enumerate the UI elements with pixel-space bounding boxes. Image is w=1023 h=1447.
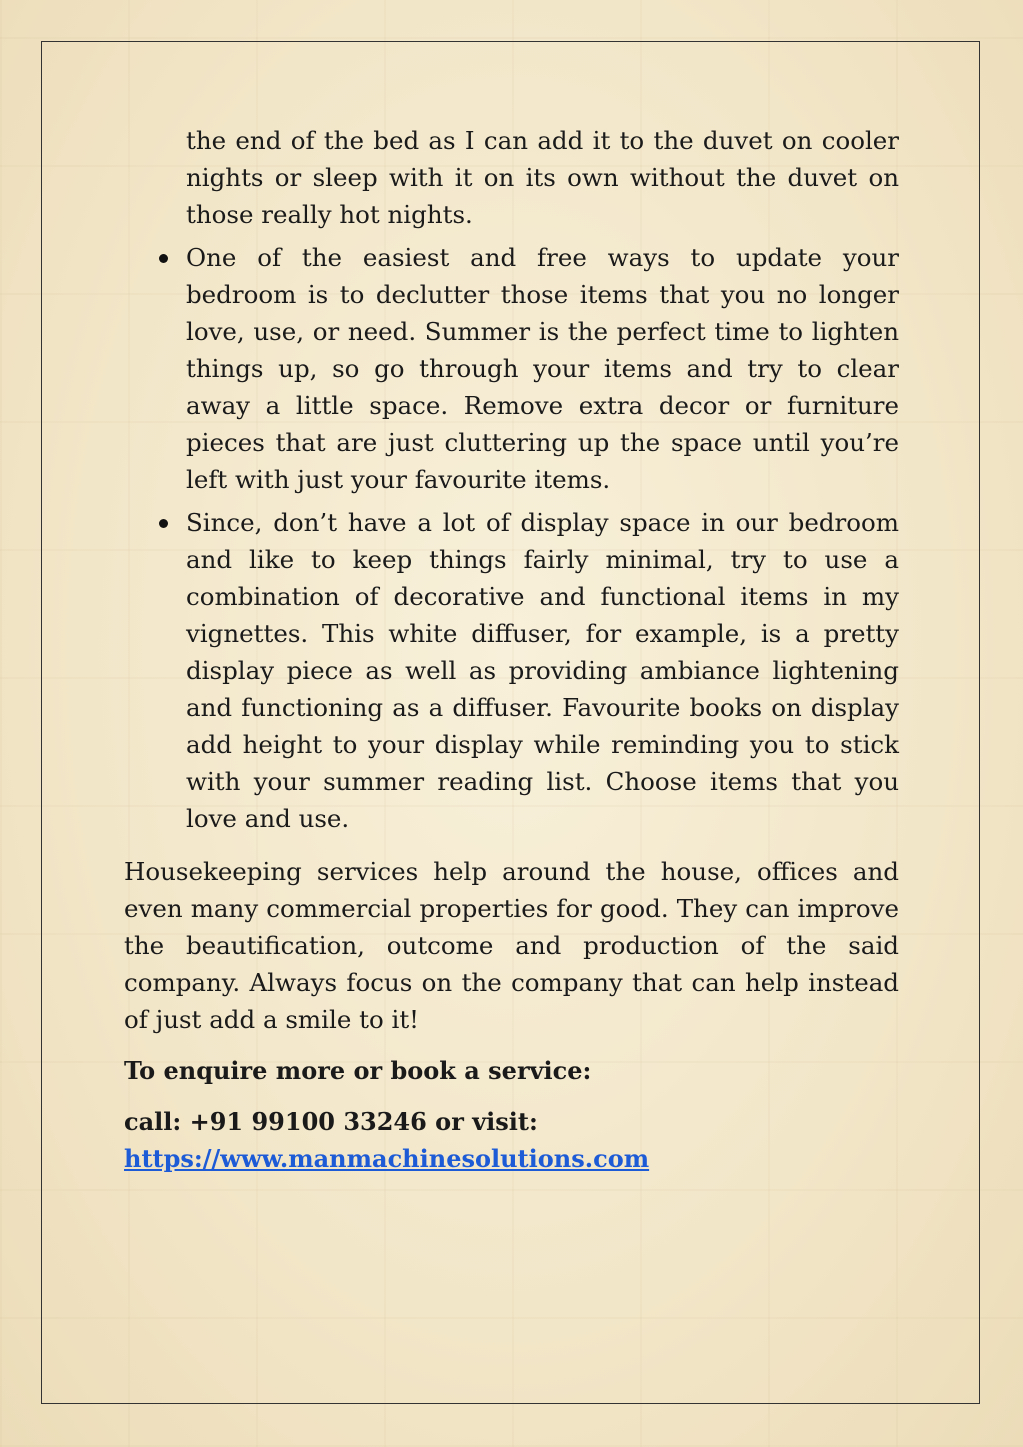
bullet-dot-icon (159, 254, 168, 263)
list-item-continued (124, 122, 899, 233)
list-item-display (124, 504, 899, 837)
contact-line: call: +91 99100 33246 or visit: (124, 1107, 538, 1136)
list-item-text: the end of the bed as I can add it to the duvet on cooler nights or sleep with it on its own without the duvet on those really hot nights. (186, 126, 899, 229)
closing-paragraph: Housekeeping services help around the house, offices and even many commercial properties for good. They can improve the beautification, outcome and production of the said company. Always focus on the company that can help instead of just add a smile to it! (124, 857, 899, 1034)
document-body (124, 122, 899, 1177)
list-item-text: Since, don’t have a lot of display space in our bedroom and like to keep things fairly minimal, try to use a combination of decorative and functional items in my vignettes. This white diffuser, for example, is a pretty display piece as well as providing ambiance lightening and functioning as a diffuser. Favourite books on display add height to your display while reminding you to stick with your summer reading list. Choose items that you love and use. (186, 508, 899, 833)
list-item-text: One of the easiest and free ways to update your bedroom is to declutter those items that you no longer love, use, or need. Summer is the perfect time to lighten things up, so go through your items and try to clear away a little space. Remove extra decor or furniture pieces that are just cluttering up the space until you’re left with just your favourite items. (186, 243, 899, 494)
bullet-dot-icon (159, 519, 168, 528)
cta-heading: To enquire more or book a service: (124, 1056, 592, 1085)
website-link[interactable]: https://www.manmachinesolutions.com (124, 1144, 650, 1173)
list-item-declutter (124, 239, 899, 498)
contact-block (124, 1103, 899, 1177)
bullet-list (124, 122, 899, 837)
